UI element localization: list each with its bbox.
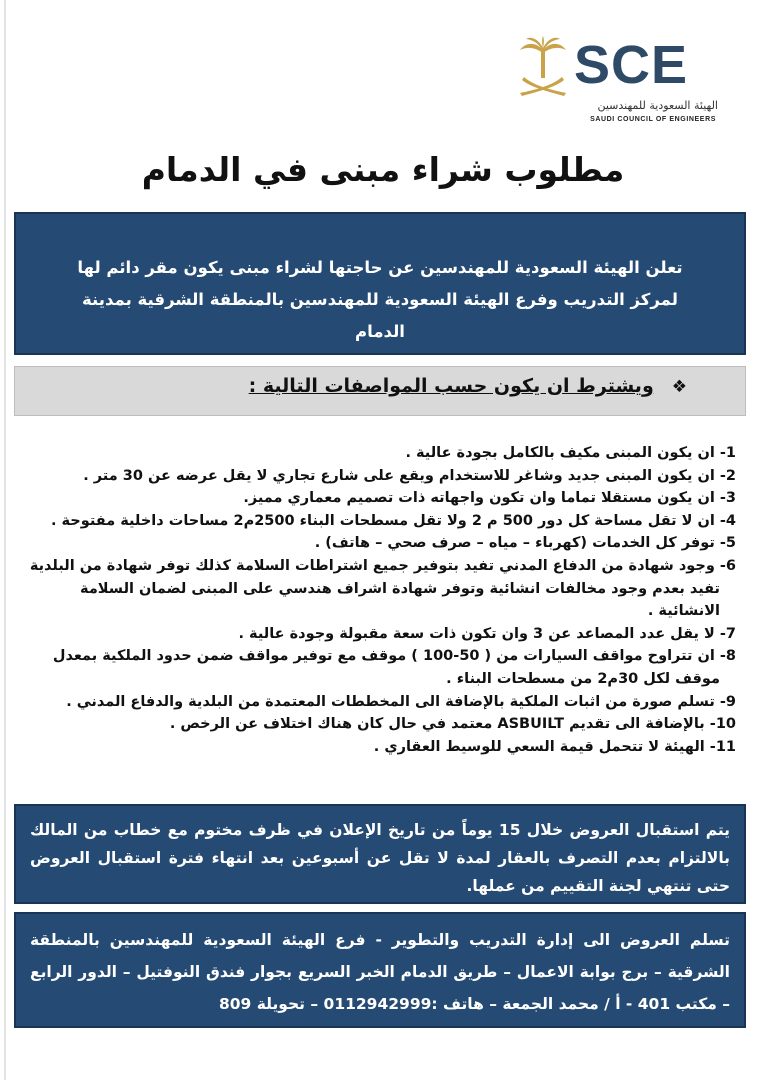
list-item: 6- وجود شهادة من الدفاع المدني تفيد بتوفير جميع اشتراطات السلامة كذلك توفر شهادة من البلدية bbox=[29, 557, 736, 574]
logo-arabic-name: الهيئة السعودية للمهندسين bbox=[597, 99, 718, 112]
list-item: 7- لا يقل عدد المصاعد عن 3 وان تكون ذات سعة مقبولة وجودة عالية . bbox=[238, 625, 736, 642]
requirements-list bbox=[24, 442, 736, 758]
palm-swords-emblem-icon bbox=[516, 36, 570, 100]
list-item: 1- ان يكون المبنى مكيف بالكامل بجودة عالية . bbox=[405, 445, 736, 461]
list-item: 9- تسلم صورة من اثبات الملكية بالإضافة الى المخططات المعتمدة من البلدية والدفاع المدني . bbox=[66, 693, 736, 710]
list-item: تفيد بعدم وجود مخالفات انشائية وتوفر شهادة اشراف هندسي على المبنى لضمان السلامة الانشائية . bbox=[80, 580, 720, 620]
list-item: 2- ان يكون المبنى جديد وشاغر للاستخدام ويقع على شارع تجاري لا يقل عرضه عن 30 متر . bbox=[83, 467, 736, 484]
list-item: 11- الهيئة لا تتحمل قيمة السعي للوسيط العقاري . bbox=[373, 738, 736, 755]
list-item: 5- توفر كل الخدمات (كهرباء – مياه – صرف صحي – هاتف) . bbox=[314, 535, 736, 552]
list-item: 8- ان تتراوح مواقف السيارات من ( 50-100 ) موقف مع توفير مواقف ضمن حدود الملكية بمعدل bbox=[52, 648, 736, 665]
logo-english-name: SAUDI COUNCIL OF ENGINEERS bbox=[590, 116, 716, 123]
logo-wordmark: SCE bbox=[574, 35, 689, 95]
intro-box bbox=[14, 212, 746, 355]
diamond-bullet-icon: ❖ bbox=[671, 377, 687, 397]
requirements-heading: ويشترط ان يكون حسب المواصفات التالية : bbox=[248, 375, 654, 397]
list-item: 3- ان يكون مستقلا تماما وان تكون واجهاته ذات تصميم معماري مميز. bbox=[243, 490, 736, 507]
delivery-box: تسلم العروض الى إدارة التدريب والتطوير - فرع الهيئة السعودية للمهندسين بالمنطقة الشرقية – برج بوابة الاعمال – طريق الدمام الخبر السريع بجوار فندق النوفتيل – الدور الرابع – مكتب 401 - أ / محمد الجمعة – هاتف :0112942999 – تحويلة 809 bbox=[14, 912, 746, 1028]
offer-box: يتم استقبال العروض خلال 15 يوماً من تاريخ الإعلان في ظرف مختوم مع خطاب من المالك بالالتزام بعدم التصرف بالعقار لمدة لا تقل عن أسبوعين بعد انتهاء فترة استقبال العروض حتى تنتهي لجنة التقييم من عملها. bbox=[14, 804, 746, 904]
sce-logo bbox=[516, 36, 726, 130]
intro-line-1: تعلن الهيئة السعودية للمهندسين عن حاجتها لشراء مبنى يكون مقر دائم لها bbox=[77, 258, 683, 277]
list-item: 4- ان لا تقل مساحة كل دور 500 م 2 ولا تقل مسطحات البناء 2500م2 مساحات داخلية مفتوحة . bbox=[50, 512, 736, 529]
intro-line-2: لمركز التدريب وفرع الهيئة السعودية للمهندسين بالمنطقة الشرقية بمدينة الدمام bbox=[82, 290, 678, 341]
requirements-heading-bar bbox=[14, 366, 746, 416]
page-title: مطلوب شراء مبنى في الدمام bbox=[141, 150, 625, 189]
list-item: موقف لكل 30م2 من مسطحات البناء . bbox=[446, 670, 720, 687]
list-item: 10- بالإضافة الى تقديم ASBUILT معتمد في حال كان هناك اختلاف عن الرخص . bbox=[169, 716, 736, 733]
